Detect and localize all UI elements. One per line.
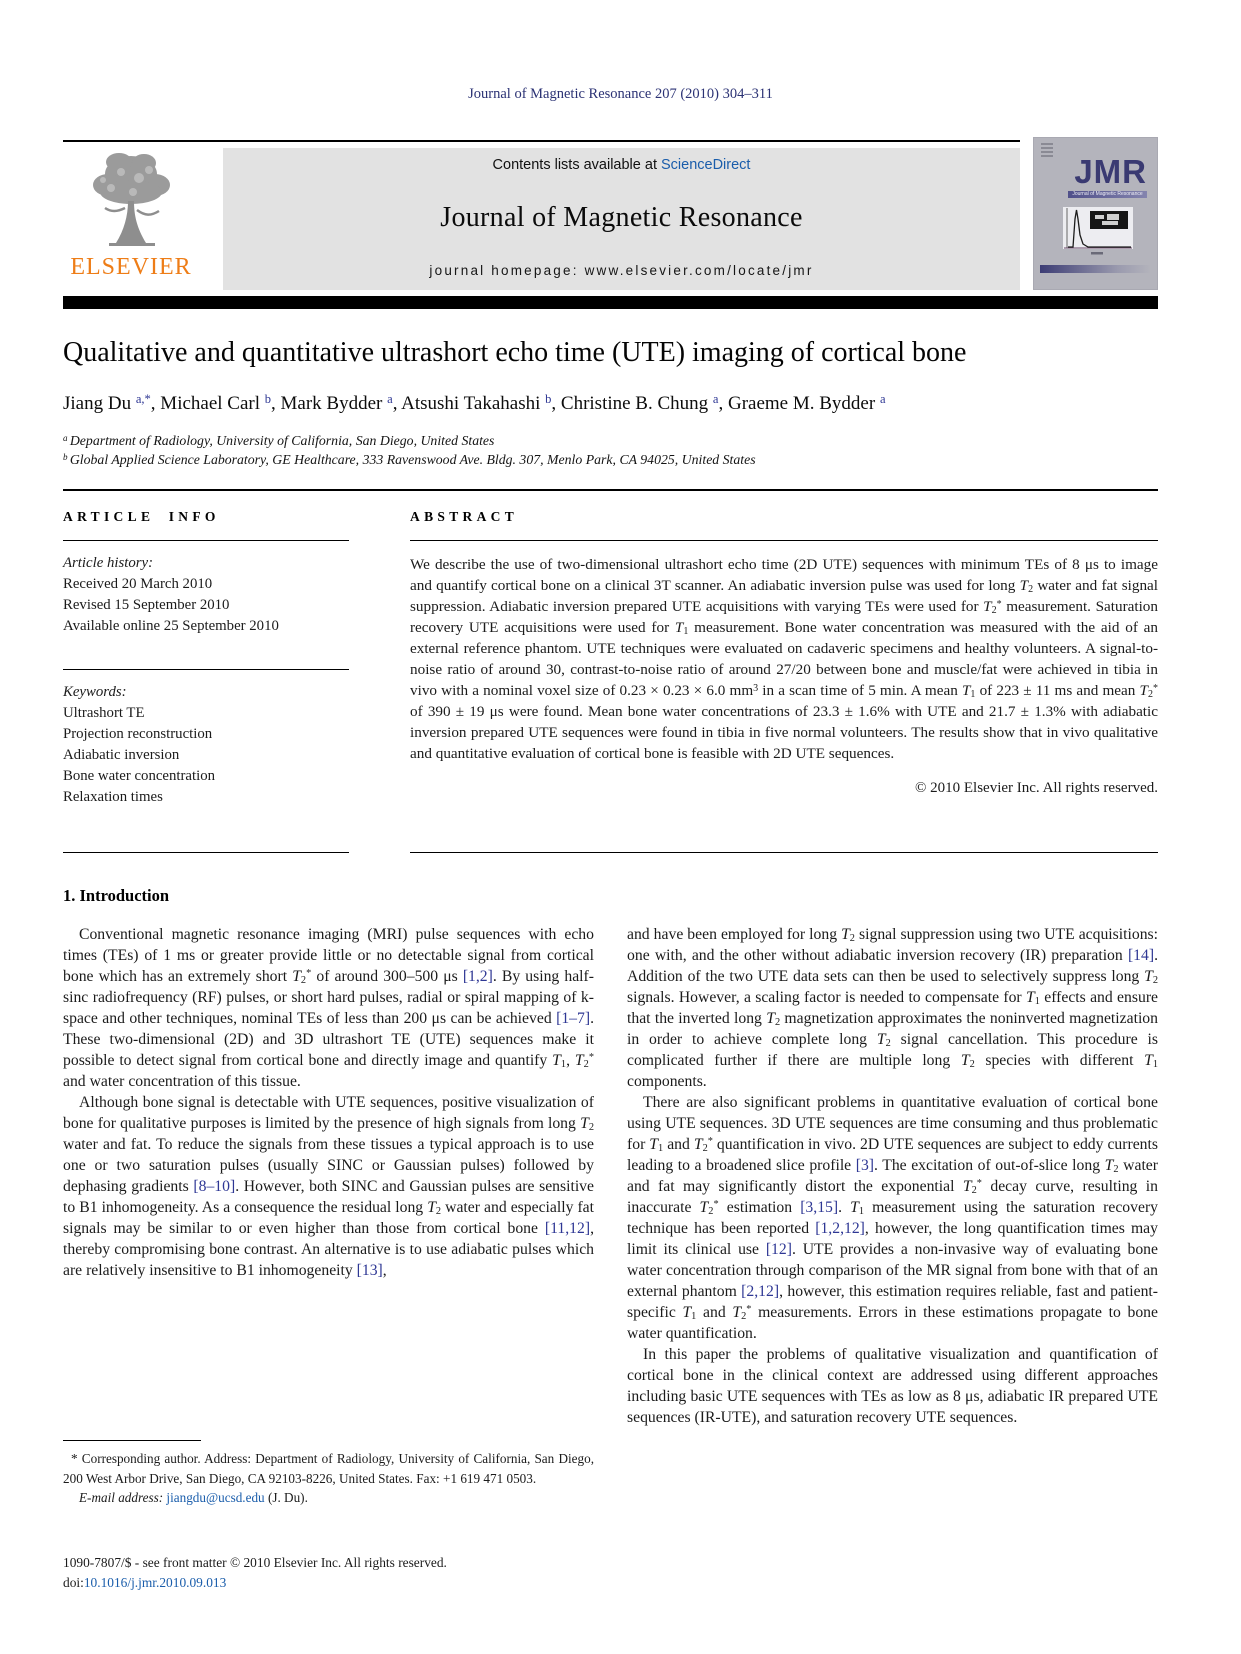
article-info-column xyxy=(63,506,349,808)
hyperlink[interactable]: jiangdu@ucsd.edu xyxy=(166,1490,265,1505)
article-identifier-block xyxy=(63,1553,594,1593)
history-item: Available online 25 September 2010 xyxy=(63,618,279,634)
keyword-item: Ultrashort TE xyxy=(63,705,145,721)
cover-jmr-title: JMR xyxy=(1074,153,1147,190)
journal-cover-thumbnail xyxy=(1033,137,1158,290)
cover-gradient-bar xyxy=(1040,265,1151,273)
footnote-email-line: E-mail address: jiangdu@ucsd.edu (J. Du). xyxy=(79,1490,308,1505)
keywords-label: Keywords: xyxy=(63,684,127,700)
keywords-divider xyxy=(63,669,349,670)
journal-citation: Journal of Magnetic Resonance 207 (2010) 304–311 xyxy=(468,86,773,102)
body-paragraph: Conventional magnetic resonance imaging (MRI) pulse sequences with echo times (TEs) of 1 ms or greater provide little or no detectable signal from cortical bone which has an extremely short T2* of around 300–500 μs [1,2]. By using half-sinc radiofrequency (RF) pulses, or short hard pulses, radial or spiral mapping of k-space and other techniques, nominal TEs of less than 200 μs can be achieved [1–7]. These two-dimensional (2D) and 3D ultrashort TE (UTE) sequences make it possible to detect signal from cortical bone and directly image and quantify T1, T2* and water concentration of this tissue. xyxy=(63,926,595,1090)
info-block-top-divider xyxy=(63,489,1158,491)
keyword-item: Bone water concentration xyxy=(63,768,216,784)
cover-subtitle: Journal of Magnetic Resonance xyxy=(1068,191,1147,198)
reference-link[interactable]: [1,2,12] xyxy=(815,1220,865,1237)
body-column-left xyxy=(63,924,594,1281)
corresponding-author-footnote xyxy=(63,1440,594,1508)
affiliation-b: $^b$ Global Applied Science Laboratory, GE Healthcare, 333 Ravenswood Ave. Bldg. 307, Menlo Park, CA 94025, United States xyxy=(63,451,756,467)
cover-spectrum-plot xyxy=(1057,205,1135,257)
article-info-heading: ARTICLE INFO xyxy=(63,509,220,524)
reference-link[interactable]: [11,12] xyxy=(544,1220,591,1237)
header-top-divider xyxy=(63,140,1020,142)
article-history-label: Article history: xyxy=(63,555,153,571)
reference-link[interactable]: [1,2] xyxy=(462,968,493,985)
elsevier-tree-icon xyxy=(81,148,181,252)
body-column-right xyxy=(627,924,1158,1428)
article-info-heading-divider xyxy=(63,540,349,541)
reference-link[interactable]: [1–7] xyxy=(556,1010,591,1027)
reference-link[interactable]: [12] xyxy=(765,1241,792,1258)
keyword-item: Projection reconstruction xyxy=(63,726,213,742)
footnote-text: * Corresponding author. Address: Department of Radiology, University of California, San Diego, 200 West Arbor Drive, San Diego, CA 92103-8226, United States. Fax: +1 619 471 0503. xyxy=(63,1451,594,1486)
abstract-text: We describe the use of two-dimensional ultrashort echo time (2D UTE) sequences with minimum TEs of 8 μs to image and quantify cortical bone on a clinical 3T scanner. An adiabatic inversion pulse was used for long T2 water and fat signal suppression. Adiabatic inversion prepared UTE acquisitions with varying TEs were used for T2* measurement. Saturation recovery UTE acquisitions were used for T1 measurement. Bone water concentration was measured with the aid of an external reference phantom. UTE techniques were evaluated on cadaveric specimens and healthy volunteers. A signal-to-noise ratio of around 30, contrast-to-noise ratio of around 27/20 between bone and muscle/fat were achieved in tibia in vivo with a nominal voxel size of 0.23 × 0.23 × 6.0 $mm^3$ in a scan time of 5 min. A mean T1 of 223 ± 11 ms and mean T2* of 390 ± 19 μs were found. Mean bone water concentrations of 23.3 ± 1.6% with UTE and 21.7 ± 1.3% with adiabatic inversion prepared UTE sequences were found in tibia in five normal volunteers. The results show that in vivo qualitative and quantitative evaluation of cortical bone is feasible with 2D UTE sequences. xyxy=(410,556,1159,762)
info-block-bottom-divider-left xyxy=(63,852,349,853)
body-paragraph: In this paper the problems of qualitative visualization and quantification of cortical bone in the clinical context are addressed using different approaches including basic UTE sequences with TEs as low as 8 μs, adiabatic IR prepared UTE sequences (IR-UTE), and saturation recovery UTE sequences. xyxy=(627,1346,1158,1426)
footnote-divider xyxy=(63,1440,201,1441)
article-title: Qualitative and quantitative ultrashort echo time (UTE) imaging of cortical bone xyxy=(63,337,967,368)
sciencedirect-link[interactable]: ScienceDirect xyxy=(661,157,751,173)
reference-link[interactable]: [13] xyxy=(356,1262,383,1279)
copyright-line: © 2010 Elsevier Inc. All rights reserved. xyxy=(914,780,1158,796)
doi-line: doi:10.1016/j.jmr.2010.09.013 xyxy=(63,1575,227,1590)
section-heading-introduction: 1. Introduction xyxy=(63,886,170,905)
reference-link[interactable]: [3,15] xyxy=(800,1199,839,1216)
reference-link[interactable]: [2,12] xyxy=(741,1283,780,1300)
elsevier-logo xyxy=(64,148,198,288)
header-bar xyxy=(63,296,1158,309)
body-paragraph: Although bone signal is detectable with UTE sequences, positive visualization of bone for qualitative purposes is limited by the presence of high signals from long T2 water and fat. To reduce the signals from these tissues a typical approach is to use one or two saturation pulses (usually SINC or Gaussian pulses) followed by dephasing gradients [8–10]. However, both SINC and Gaussian pulses are sensitive to B1 inhomogeneity. As a consequence the residual long T2 water and especially fat signals may be similar to or even higher than those from cortical bone [11,12], thereby compromising bone contrast. An alternative is to use adiabatic pulses which are relatively insensitive to B1 inhomogeneity [13], xyxy=(63,1094,594,1279)
issn-line: 1090-7807/$ - see front matter © 2010 Elsevier Inc. All rights reserved. xyxy=(63,1555,447,1570)
author-list: Jiang Du $^{a,*}$, Michael Carl $^b$, Mark Bydder $^a$, Atsushi Takahashi $^b$, Christine B. Chung $^a$, Graeme M. Bydder $^a$ xyxy=(63,392,886,414)
contents-prefix: Contents lists available at xyxy=(492,157,661,173)
reference-link[interactable]: [3] xyxy=(855,1157,875,1174)
journal-banner xyxy=(223,148,1020,290)
journal-homepage-link[interactable]: journal homepage: www.elsevier.com/locate/jmr xyxy=(429,263,814,278)
info-block-bottom-divider-right xyxy=(410,852,1158,853)
keyword-item: Adiabatic inversion xyxy=(63,747,180,763)
affiliation-a: $^a$ Department of Radiology, University of California, San Diego, United States xyxy=(63,432,495,448)
reference-link[interactable]: [14] xyxy=(1127,947,1155,964)
reference-link[interactable]: [8–10] xyxy=(193,1178,236,1195)
body-paragraph: and have been employed for long T2 signal suppression using two UTE acquisitions: one with, and the other without adiabatic inversion recovery (IR) preparation [14]. Addition of the two UTE data sets can then be used to selectively suppress long T2 signals. However, a scaling factor is needed to compensate for T1 effects and ensure that the inverted long T2 magnetization approximates the noninverted magnetization in order to achieve complete long T2 signal cancellation. This procedure is complicated further if there are multiple long T2 species with different T1 components. xyxy=(627,926,1159,1090)
abstract-heading-divider xyxy=(410,540,1158,541)
abstract-column xyxy=(410,506,1158,799)
body-paragraph: There are also significant problems in quantitative evaluation of cortical bone using UTE sequences. 3D UTE sequences are time consuming and thus problematic for T1 and T2* quantification in vivo. 2D UTE sequences are subject to eddy currents leading to a broadened slice profile [3]. The excitation of out-of-slice long T2 water and fat may significantly distort the exponential T2* decay curve, resulting in inaccurate T2* estimation [3,15]. T1 measurement using the saturation recovery technique has been reported [1,2,12], however, the long quantification times may limit its clinical use [12]. UTE provides a non-invasive way of evaluating bone water concentration through comparison of the MR signal from bone with that of an external phantom [2,12], however, this estimation requires reliable, fast and patient-specific T1 and T2* measurements. Errors in these estimations propagate to bone water quantification. xyxy=(627,1094,1159,1342)
hyperlink[interactable]: 10.1016/j.jmr.2010.09.013 xyxy=(83,1575,227,1590)
elsevier-wordmark: ELSEVIER xyxy=(70,254,192,280)
history-item: Received 20 March 2010 xyxy=(63,576,213,592)
journal-title: Journal of Magnetic Resonance xyxy=(440,202,803,233)
history-item: Revised 15 September 2010 xyxy=(63,597,230,613)
keyword-item: Relaxation times xyxy=(63,789,163,805)
abstract-heading: ABSTRACT xyxy=(410,509,519,524)
contents-line xyxy=(493,157,751,173)
